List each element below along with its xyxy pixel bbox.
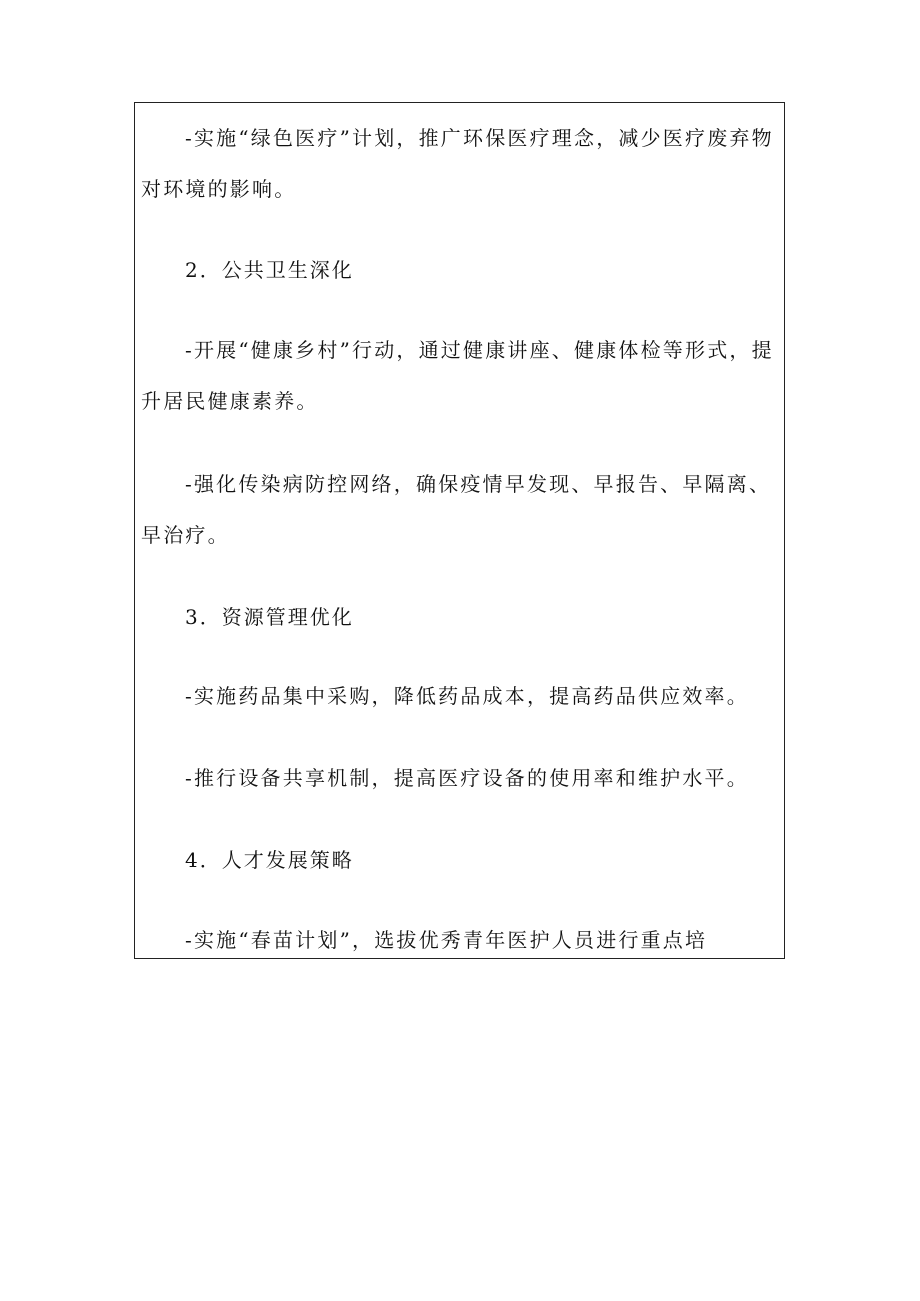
paragraph-epidemic-control: -强化传染病防控网络，确保疫情早发现、早报告、早隔离、早治疗。	[141, 472, 772, 547]
paragraph-green-medical: -实施“绿色医疗”计划，推广环保医疗理念，减少医疗废弃物对环境的影响。	[141, 126, 774, 201]
heading-public-health: 2．公共卫生深化	[185, 258, 354, 282]
text-frame	[134, 102, 785, 959]
heading-resource-management: 3．资源管理优化	[185, 605, 354, 629]
heading-talent-strategy: 4．人才发展策略	[185, 848, 354, 872]
paragraph-drug-procurement: -实施药品集中采购，降低药品成本，提高药品供应效率。	[185, 684, 749, 708]
paragraph-equipment-sharing: -推行设备共享机制，提高医疗设备的使用率和维护水平。	[185, 766, 749, 790]
paragraph-healthy-village: -开展“健康乡村”行动，通过健康讲座、健康体检等形式，提升居民健康素养。	[141, 338, 774, 413]
paragraph-spring-seedling: -实施“春苗计划”，选拔优秀青年医护人员进行重点培	[185, 928, 708, 952]
